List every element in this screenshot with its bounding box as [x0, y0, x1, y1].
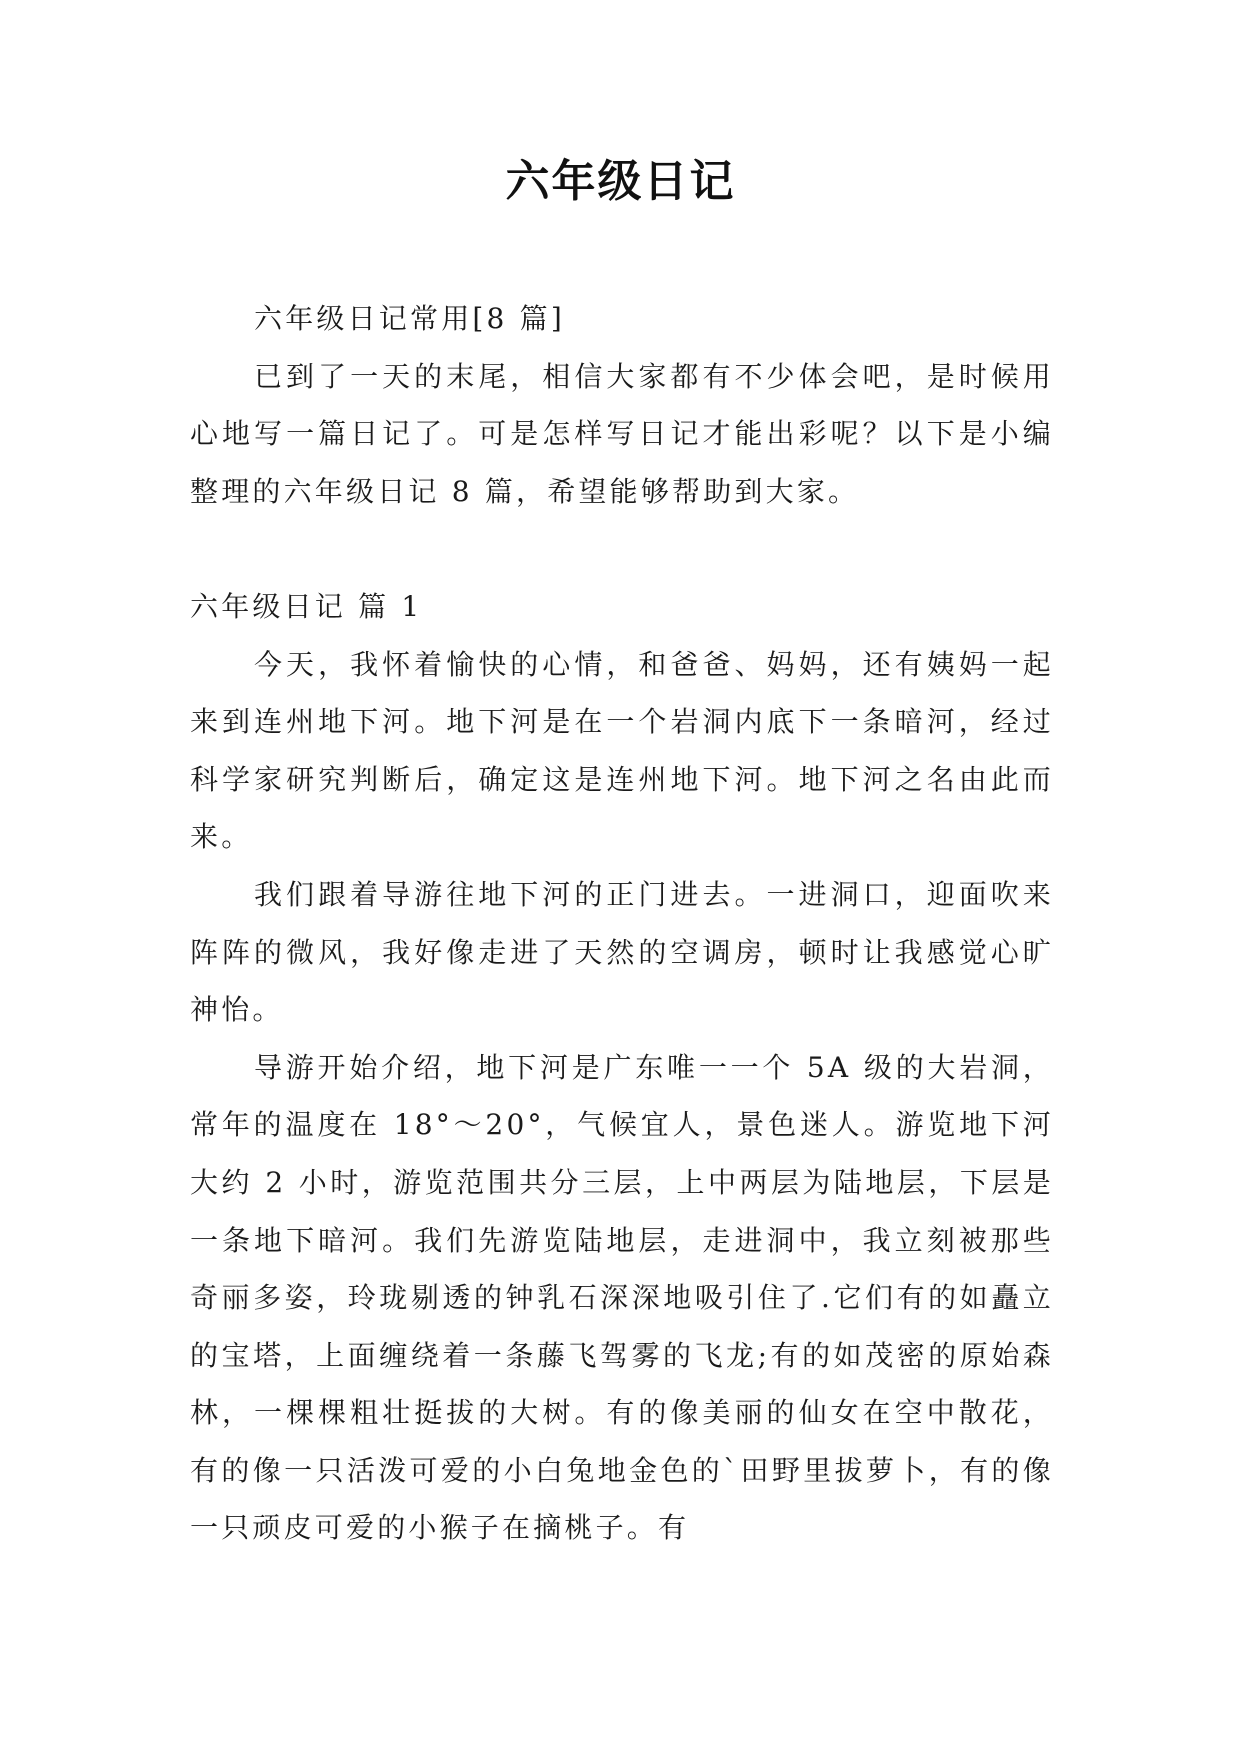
section-heading: 六年级日记 篇 1: [190, 589, 423, 623]
intro-heading: 六年级日记常用[8 篇]: [254, 302, 565, 335]
body-paragraph: 导游开始介绍，地下河是广东唯一一个 5A 级的大岩洞，常年的温度在 18°～20°，气候宜人，景色迷人。游览地下河大约 2 小时，游览范围共分三层，上中两层为陆地层，下层是一条地下暗河。我们先游览陆地层，走进洞中，我立刻被那些奇丽多姿，玲珑剔透的钟乳石深深地吸引住了.它们有的如矗立的宝塔，上面缠绕着一条藤飞驾雾的飞龙;有的如茂密的原始森林，一棵棵粗壮挺拔的大树。有的像美丽的仙女在空中散花，有的像一只活泼可爱的小白兔地金色的`田野里拔萝卜，有的像一只顽皮可爱的小猴子在摘桃子。有: [190, 1050, 1054, 1545]
section-spacer: [190, 520, 1054, 578]
document-title: 六年级日记: [505, 156, 736, 207]
document-body: [190, 290, 1054, 1557]
body-paragraph: 今天，我怀着愉快的心情，和爸爸、妈妈，还有姨妈一起来到连州地下河。地下河是在一个岩洞内底下一条暗河，经过科学家研究判断后，确定这是连州地下河。地下河之名由此而来。: [190, 647, 1054, 854]
intro-paragraph: 已到了一天的末尾，相信大家都有不少体会吧，是时候用心地写一篇日记了。可是怎样写日记才能出彩呢？以下是小编整理的六年级日记 8 篇，希望能够帮助到大家。: [190, 359, 1054, 508]
body-paragraph: 我们跟着导游往地下河的正门进去。一进洞口，迎面吹来阵阵的微风，我好像走进了天然的空调房，顿时让我感觉心旷神怡。: [190, 877, 1054, 1027]
